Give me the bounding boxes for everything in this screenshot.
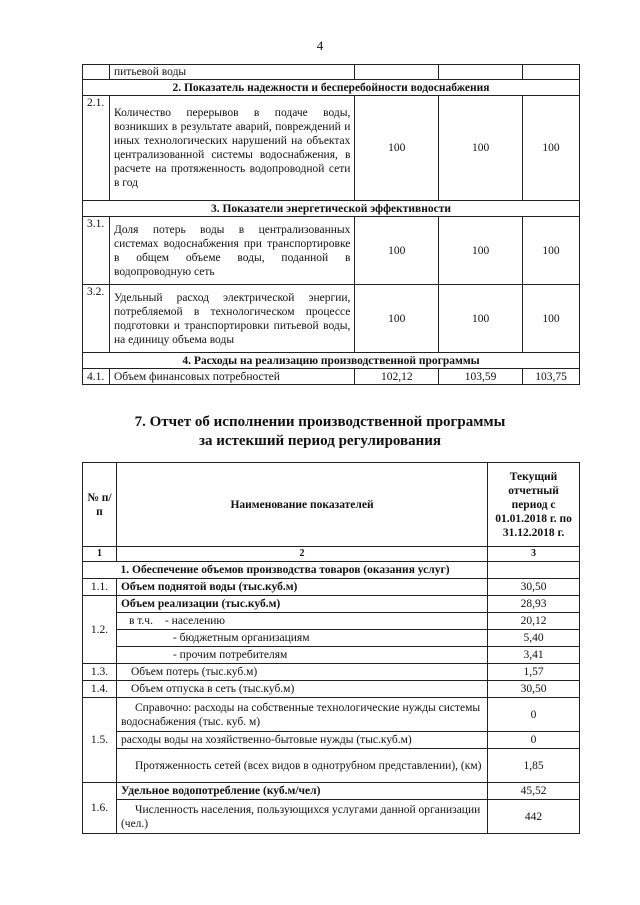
value-cell: 100 (355, 285, 439, 353)
row-value: 30,50 (488, 681, 580, 698)
row-name: - бюджетным организациям (116, 630, 487, 647)
row-name: Протяженность сетей (всех видов в однотрубном представлении), (км) (116, 749, 487, 783)
row-value: 5,40 (488, 630, 580, 647)
table-row (83, 783, 580, 800)
row-text: Удельный расход электрической энергии, потребляемой в технологическом процессе подготовки и транспортировки питьевой воды, на единицу объема воды (109, 285, 354, 353)
row-name: Объем отпуска в сеть (тыс.куб.м) (116, 681, 487, 698)
row-number: 1.2. (83, 596, 117, 664)
row-value: 28,93 (488, 596, 580, 613)
table-row (83, 647, 580, 664)
row-text: Количество перерывов в подаче воды, возникших в результате аварий, повреждений и иных технологических нарушений на объектах централизованной системы водоснабжения, в расчете на протяженность водопроводной сети в год (109, 96, 354, 201)
table-row (83, 285, 580, 353)
row-number: 2.1. (83, 96, 110, 201)
row-name: Объем реализации (тыс.куб.м) (116, 596, 487, 613)
table-row (83, 579, 580, 596)
row-value: 0 (488, 698, 580, 732)
table-row (83, 596, 580, 613)
row-name: Удельное водопотребление (куб.м/чел) (116, 783, 487, 800)
row-number: 1.6. (83, 783, 117, 834)
table-row (83, 749, 580, 783)
row-name: Объем поднятой воды (тыс.куб.м) (116, 579, 487, 596)
section-4-title: 4. Расходы на реализацию производственной программы (83, 353, 580, 369)
column-number-row (83, 547, 580, 562)
value-cell: 100 (439, 96, 523, 201)
value-cell: 103,59 (439, 369, 523, 385)
table-row (83, 664, 580, 681)
section-7-title-line2: за истекший период регулирования (198, 433, 442, 449)
value-cell: 100 (355, 96, 439, 201)
row-number: 1.4. (83, 681, 117, 698)
group-1-title: 1. Обеспечение объемов производства товаров (оказания услуг) (83, 562, 488, 579)
section-7-title-line1: 7. Отчет об исполнении производственной программы (134, 414, 506, 430)
row-name: Справочно: расходы на собственные технологические нужды системы водоснабжения (тыс. куб. м) (116, 698, 487, 732)
value-cell: 100 (523, 285, 580, 353)
row-text: Доля потерь воды в централизованных системах водоснабжения при транспортировке в общем объеме воды, поданной в водопроводную сеть (109, 217, 354, 285)
section-7-heading (0, 413, 640, 451)
column-number: 2 (116, 547, 487, 562)
column-number: 3 (488, 547, 580, 562)
row-value: 3,41 (488, 647, 580, 664)
value-cell: 103,75 (523, 369, 580, 385)
row-value: 0 (488, 732, 580, 749)
row-number: 3.1. (83, 217, 110, 285)
row-value: 442 (488, 800, 580, 834)
row-number: 4.1. (83, 369, 110, 385)
table-row (83, 369, 580, 385)
section-header-row (83, 201, 580, 217)
header-name: Наименование показателей (116, 463, 487, 547)
value-cell: 102,12 (355, 369, 439, 385)
report-table (82, 462, 580, 834)
row-name: - прочим потребителям (116, 647, 487, 664)
section-2-title: 2. Показатель надежности и бесперебойности водоснабжения (83, 80, 580, 96)
table-row (83, 800, 580, 834)
row-number: 3.2. (83, 285, 110, 353)
row-value: 30,50 (488, 579, 580, 596)
row-value: 1,57 (488, 664, 580, 681)
row-number: 1.1. (83, 579, 117, 596)
value-cell: 100 (523, 217, 580, 285)
header-num: № п/п (83, 463, 117, 547)
page-number: 4 (316, 38, 324, 53)
row-name: Численность населения, пользующихся услугами данной организации (чел.) (116, 800, 487, 834)
header-row (83, 463, 580, 547)
table-row (83, 681, 580, 698)
indicators-table (82, 64, 580, 385)
row-value: 45,52 (488, 783, 580, 800)
row-number: 1.5. (83, 698, 117, 783)
row-value: 20,12 (488, 613, 580, 630)
header-period: Текущий отчетный период с 01.01.2018 г. по 31.12.2018 г. (488, 463, 580, 547)
table-row (83, 96, 580, 201)
table-row (83, 217, 580, 285)
section-header-row (83, 80, 580, 96)
row-value: 1,85 (488, 749, 580, 783)
value-cell: 100 (439, 217, 523, 285)
row-name: расходы воды на хозяйственно-бытовые нужды (тыс.куб.м) (116, 732, 487, 749)
table-row (83, 65, 580, 80)
column-number: 1 (83, 547, 117, 562)
value-cell: 100 (439, 285, 523, 353)
table-row (83, 698, 580, 732)
row-text: Объем финансовых потребностей (109, 369, 354, 385)
value-cell: 100 (355, 217, 439, 285)
row-name: Объем потерь (тыс.куб.м) (116, 664, 487, 681)
value-cell: 100 (523, 96, 580, 201)
section-3-title: 3. Показатели энергетической эффективности (83, 201, 580, 217)
section-header-row (83, 353, 580, 369)
group-row (83, 562, 580, 579)
sub-prefix: в т.ч. (128, 615, 153, 627)
sub-item-label: - населению (164, 615, 226, 627)
top-row-text: питьевой воды (109, 65, 354, 80)
table-row (83, 732, 580, 749)
row-name (116, 613, 487, 630)
table-row (83, 630, 580, 647)
table-row (83, 613, 580, 630)
row-number: 1.3. (83, 664, 117, 681)
